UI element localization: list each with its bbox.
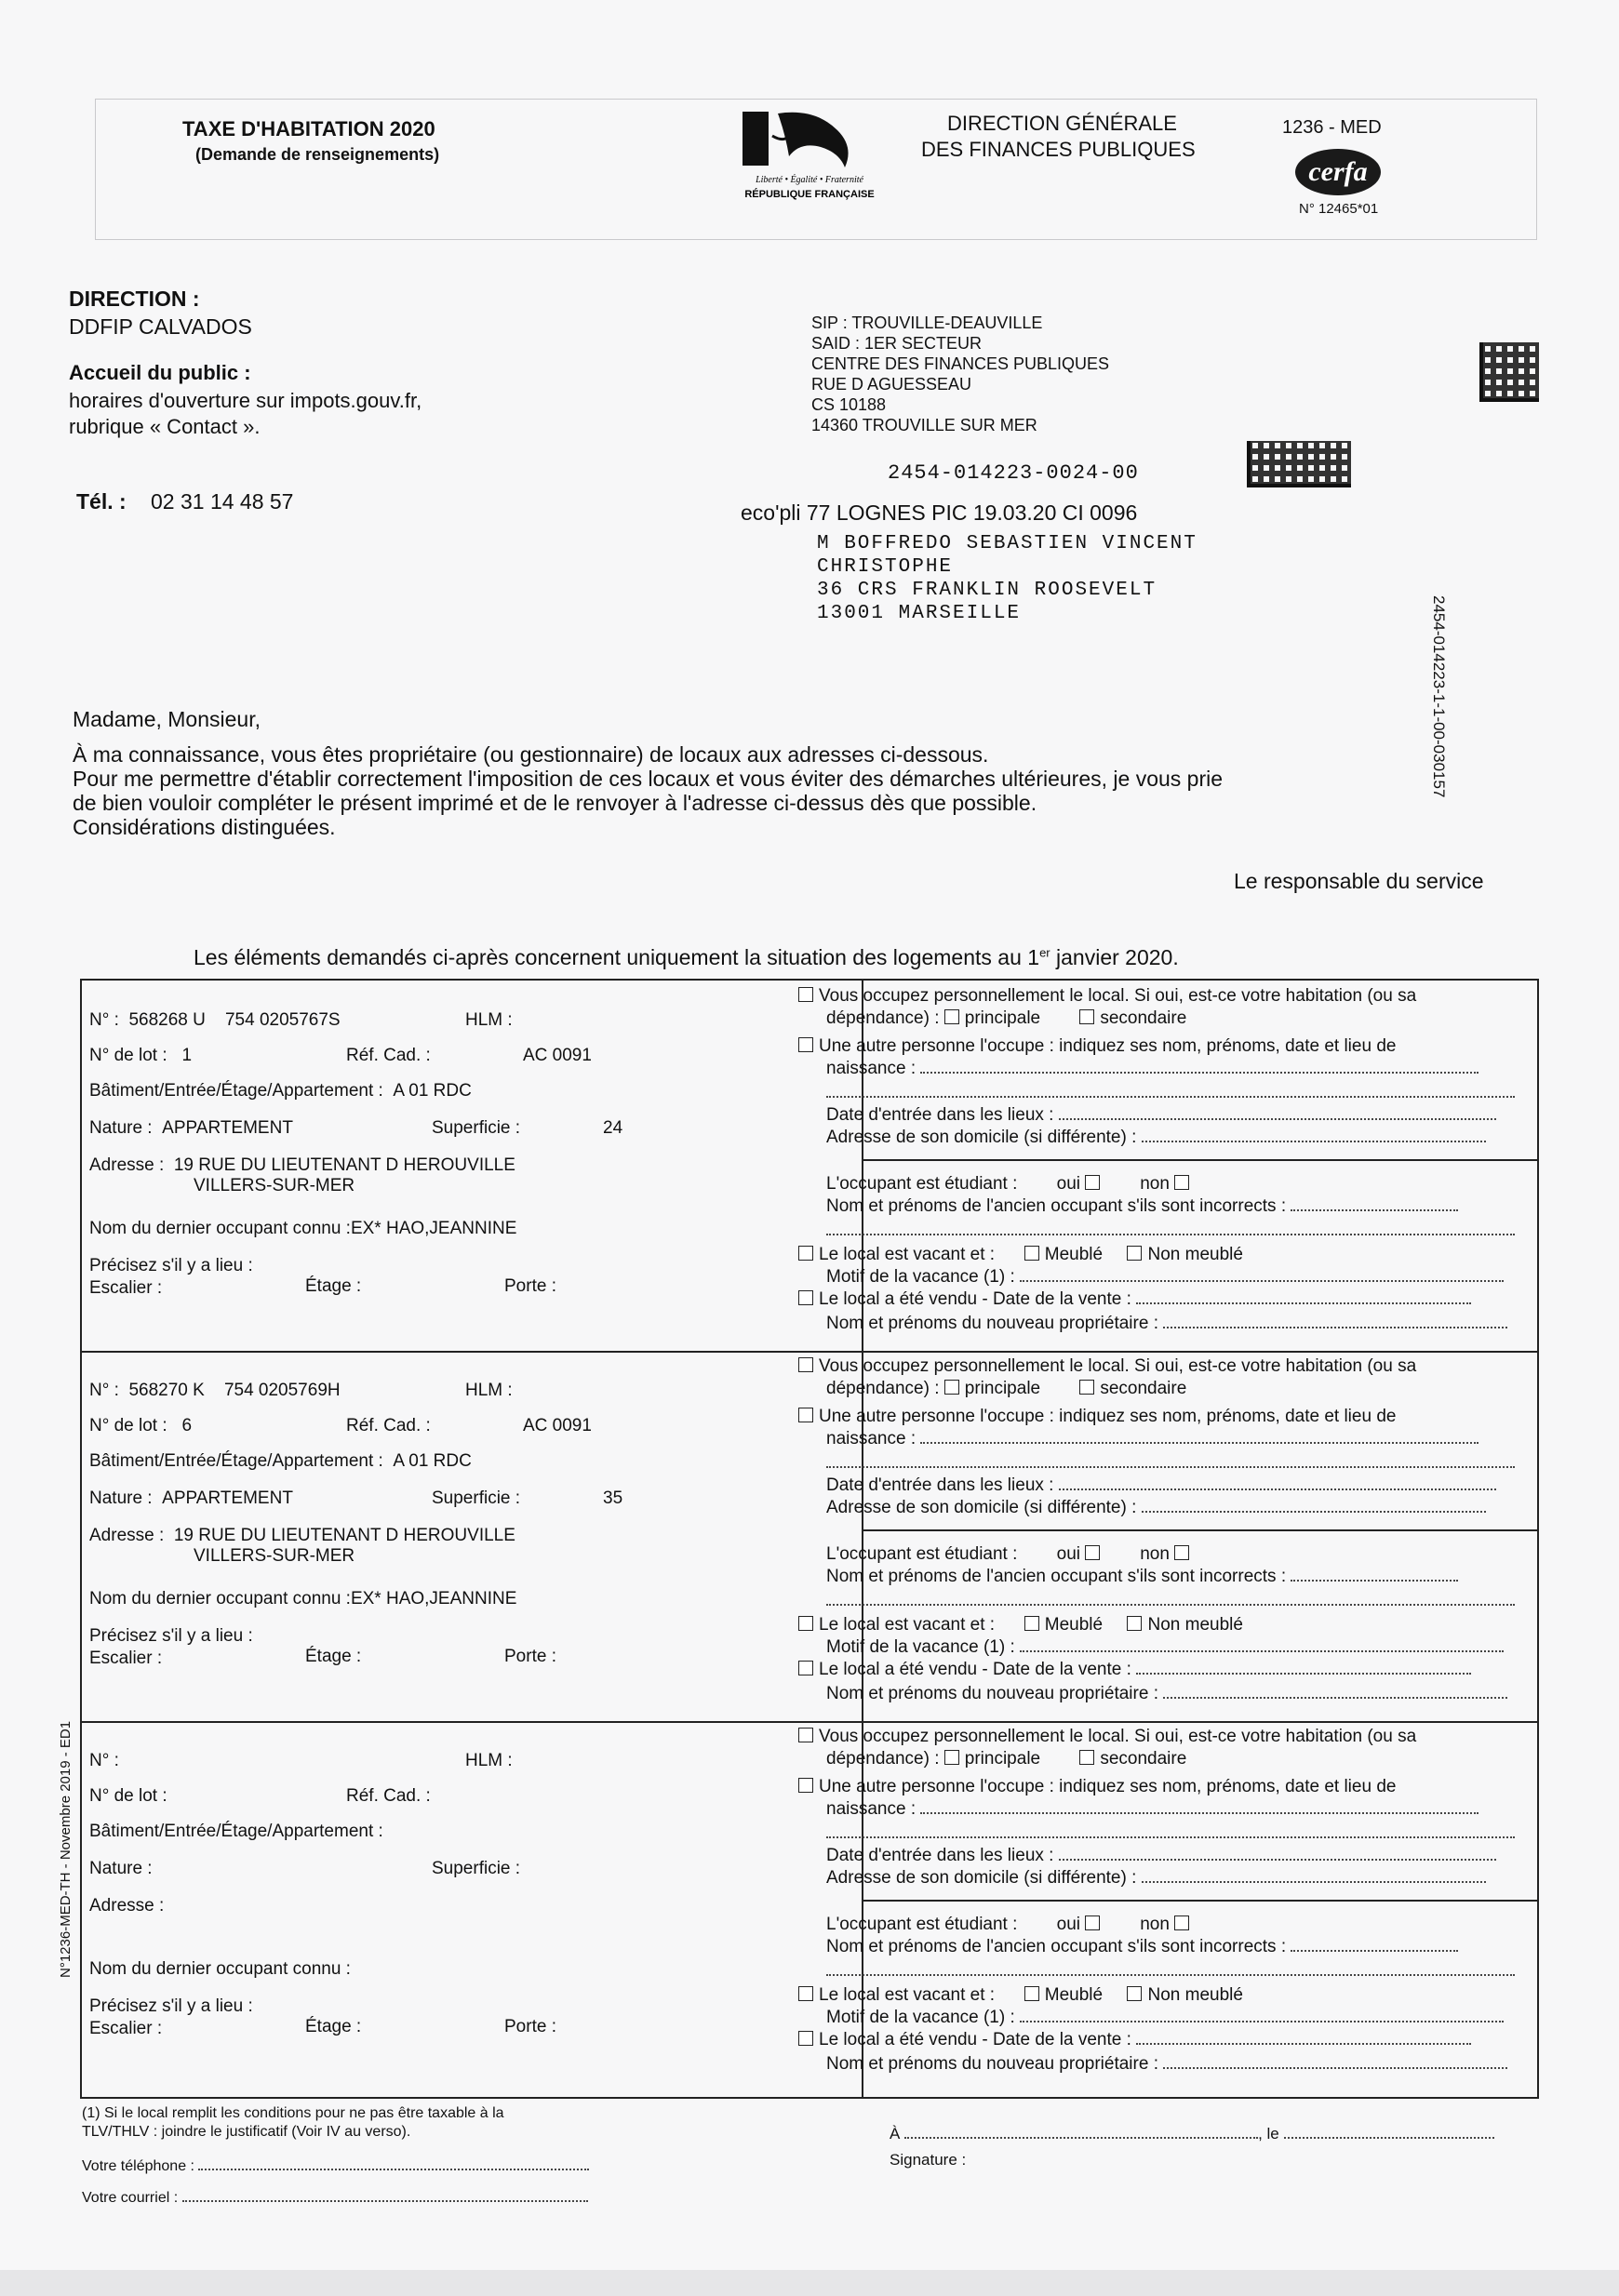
footnote-line2: TLV/THLV : joindre le justificatif (Voir IV au verso). bbox=[82, 2124, 411, 2140]
le-label: , le bbox=[1258, 2125, 1279, 2142]
vendu-label: Le local a été vendu - Date de la vente : bbox=[819, 1289, 1131, 1309]
property-no2: 754 0205767S bbox=[224, 1010, 341, 1030]
principale-label: principale bbox=[964, 1379, 1041, 1398]
precisez-label: Précisez s'il y a lieu : bbox=[89, 1626, 253, 1646]
date-entree-field[interactable] bbox=[1059, 1859, 1496, 1861]
sip-line: 14360 TROUVILLE SUR MER bbox=[811, 416, 1037, 434]
q1b-label: dépendance) : bbox=[826, 1749, 940, 1769]
telephone-field[interactable] bbox=[198, 2169, 589, 2170]
etudiant-oui-checkbox[interactable] bbox=[1085, 1175, 1100, 1190]
oui-label: oui bbox=[1056, 1174, 1080, 1194]
property-info-block bbox=[89, 982, 852, 1351]
vendu-checkbox[interactable] bbox=[798, 1290, 813, 1305]
property-ref-cad: AC 0091 bbox=[523, 1416, 592, 1435]
date-vente-field[interactable] bbox=[1136, 2043, 1471, 2045]
etudiant-oui-checkbox[interactable] bbox=[1085, 1916, 1100, 1930]
signature-label: Signature : bbox=[890, 2151, 967, 2169]
q2b-label: naissance : bbox=[826, 1799, 917, 1819]
meuble-checkbox[interactable] bbox=[1024, 1246, 1039, 1261]
secondaire-label: secondaire bbox=[1100, 1379, 1187, 1398]
nouveau-proprio-label: Nom et prénoms du nouveau propriétaire : bbox=[826, 1684, 1158, 1703]
etudiant-label: L'occupant est étudiant : bbox=[826, 1174, 1018, 1194]
ancien-occupant-field[interactable] bbox=[1291, 1950, 1458, 1952]
property-lot: 6 bbox=[181, 1416, 193, 1435]
batiment-label: Bâtiment/Entrée/Étage/Appartement : bbox=[89, 1822, 383, 1841]
non-meuble-checkbox[interactable] bbox=[1127, 1986, 1142, 2001]
q2a-label: Une autre personne l'occupe : indiquez ses nom, prénoms, date et lieu de bbox=[819, 1407, 1397, 1426]
dgfip-line1: DIRECTION GÉNÉRALE bbox=[947, 112, 1177, 135]
cerfa-number: N° 12465*01 bbox=[1299, 201, 1379, 217]
etudiant-non-checkbox[interactable] bbox=[1174, 1545, 1189, 1560]
property-superficie: 35 bbox=[603, 1488, 623, 1508]
escalier-label: Escalier : bbox=[89, 1649, 163, 1668]
motif-label: Motif de la vacance (1) : bbox=[826, 1637, 1015, 1657]
other-occupant-checkbox[interactable] bbox=[798, 1037, 813, 1052]
notice-text: Les éléments demandés ci-après concernent uniquement la situation des logements au 1 bbox=[194, 945, 1040, 969]
non-meuble-checkbox[interactable] bbox=[1127, 1616, 1142, 1631]
accueil-line1: horaires d'ouverture sur impots.gouv.fr, bbox=[69, 389, 422, 412]
sip-line: CENTRE DES FINANCES PUBLIQUES bbox=[811, 354, 1110, 373]
property-dernier-occupant: EX* HAO,JEANNINE bbox=[350, 1589, 517, 1609]
form-title: TAXE D'HABITATION 2020 bbox=[182, 117, 435, 140]
property-dernier-occupant: EX* HAO,JEANNINE bbox=[350, 1219, 517, 1238]
etage-label: Étage : bbox=[305, 2017, 362, 2036]
vendu-label: Le local a été vendu - Date de la vente : bbox=[819, 2030, 1131, 2049]
sip-address bbox=[811, 313, 1109, 435]
principale-checkbox[interactable] bbox=[944, 1009, 959, 1024]
no-label: N° : bbox=[89, 1381, 119, 1400]
occupation-block bbox=[798, 982, 1533, 1351]
sip-line: SAID : 1ER SECTEUR bbox=[811, 334, 983, 353]
recipient-line: M BOFFREDO SEBASTIEN VINCENT bbox=[817, 533, 1198, 554]
nature-label: Nature : bbox=[89, 1859, 153, 1878]
telephone-label: Votre téléphone : bbox=[82, 2158, 194, 2174]
adresse-label: Adresse : bbox=[89, 1155, 165, 1175]
oui-label: oui bbox=[1056, 1544, 1080, 1564]
hlm-label: HLM : bbox=[465, 1751, 513, 1770]
nouveau-proprio-field[interactable] bbox=[1163, 1327, 1507, 1328]
ref-cad-label: Réf. Cad. : bbox=[346, 1416, 431, 1435]
secondaire-checkbox[interactable] bbox=[1079, 1009, 1094, 1024]
superficie-label: Superficie : bbox=[432, 1488, 521, 1508]
vendu-label: Le local a été vendu - Date de la vente : bbox=[819, 1660, 1131, 1679]
hlm-label: HLM : bbox=[465, 1010, 513, 1030]
occupy-self-checkbox[interactable] bbox=[798, 1357, 813, 1372]
porte-label: Porte : bbox=[504, 1647, 556, 1666]
principale-checkbox[interactable] bbox=[944, 1380, 959, 1395]
ancien-occupant-label: Nom et prénoms de l'ancien occupant s'ils sont incorrects : bbox=[826, 1567, 1287, 1586]
page-edge bbox=[0, 2270, 1619, 2296]
porte-label: Porte : bbox=[504, 2017, 556, 2036]
date-entree-field[interactable] bbox=[1059, 1118, 1496, 1120]
vacant-label: Le local est vacant et : bbox=[819, 1615, 996, 1635]
property-lot: 1 bbox=[181, 1046, 193, 1065]
escalier-label: Escalier : bbox=[89, 2019, 163, 2038]
ancien-occupant-label: Nom et prénoms de l'ancien occupant s'ils sont incorrects : bbox=[826, 1937, 1287, 1956]
no-label: N° : bbox=[89, 1751, 119, 1770]
date-vente-field[interactable] bbox=[1136, 1673, 1471, 1675]
q2b-label: naissance : bbox=[826, 1059, 917, 1078]
direction-value: DDFIP CALVADOS bbox=[69, 314, 252, 339]
secondaire-label: secondaire bbox=[1100, 1749, 1187, 1769]
precisez-label: Précisez s'il y a lieu : bbox=[89, 1256, 253, 1275]
q1a-label: Vous occupez personnellement le local. Si oui, est-ce votre habitation (ou sa bbox=[819, 986, 1417, 1006]
property-ref-cad: AC 0091 bbox=[523, 1046, 592, 1065]
motif-field[interactable] bbox=[1020, 1650, 1504, 1652]
non-meuble-label: Non meublé bbox=[1147, 1985, 1243, 2005]
property-adresse1: 19 RUE DU LIEUTENANT D HEROUVILLE bbox=[173, 1526, 515, 1545]
accueil-line2: rubrique « Contact ». bbox=[69, 415, 261, 438]
property-no: 568270 K bbox=[128, 1381, 205, 1400]
lieu-field[interactable] bbox=[904, 2137, 1258, 2139]
vacant-checkbox[interactable] bbox=[798, 1616, 813, 1631]
sip-line: SIP : TROUVILLE-DEAUVILLE bbox=[811, 314, 1043, 332]
vacant-checkbox[interactable] bbox=[798, 1986, 813, 2001]
vacant-checkbox[interactable] bbox=[798, 1246, 813, 1261]
seal-republique: RÉPUBLIQUE FRANÇAISE bbox=[744, 189, 875, 200]
datamatrix-code-1 bbox=[1479, 342, 1539, 402]
letter-p3: Considérations distinguées. bbox=[73, 815, 336, 839]
dgfip-line2: DES FINANCES PUBLIQUES bbox=[921, 138, 1196, 161]
recipient-address bbox=[817, 532, 1198, 625]
nouveau-proprio-label: Nom et prénoms du nouveau propriétaire : bbox=[826, 2054, 1158, 2074]
sip-line: RUE D AGUESSEAU bbox=[811, 375, 972, 394]
meuble-label: Meublé bbox=[1044, 1615, 1104, 1635]
non-meuble-label: Non meublé bbox=[1147, 1615, 1243, 1635]
notice-text-end: janvier 2020. bbox=[1050, 945, 1179, 969]
batiment-label: Bâtiment/Entrée/Étage/Appartement : bbox=[89, 1451, 383, 1471]
datamatrix-code-2 bbox=[1247, 441, 1351, 487]
property-batiment: A 01 RDC bbox=[393, 1081, 472, 1101]
property-superficie: 24 bbox=[603, 1118, 623, 1138]
adresse-domicile-field[interactable] bbox=[1142, 1881, 1486, 1883]
letter-p2b: de bien vouloir compléter le présent imprimé et de le renvoyer à l'adresse ci-dessus dès que possible. bbox=[73, 791, 1037, 815]
ancien-occupant-label: Nom et prénoms de l'ancien occupant s'ils sont incorrects : bbox=[826, 1196, 1287, 1216]
date-entree-label: Date d'entrée dans les lieux : bbox=[826, 1475, 1054, 1495]
letter-body bbox=[73, 742, 1223, 839]
ecopli-line: eco'pli 77 LOGNES PIC 19.03.20 CI 0096 bbox=[741, 501, 1138, 525]
q2b-label: naissance : bbox=[826, 1429, 917, 1448]
nature-label: Nature : bbox=[89, 1488, 153, 1508]
form-code: 1236 - MED bbox=[1282, 117, 1382, 138]
motif-label: Motif de la vacance (1) : bbox=[826, 1267, 1015, 1287]
vacant-label: Le local est vacant et : bbox=[819, 1985, 996, 2005]
etage-label: Étage : bbox=[305, 1647, 362, 1666]
naissance-field[interactable] bbox=[920, 1072, 1479, 1074]
lot-label: N° de lot : bbox=[89, 1416, 167, 1435]
other-occupant-checkbox[interactable] bbox=[798, 1408, 813, 1422]
naissance-field-2[interactable] bbox=[826, 1096, 1515, 1098]
etudiant-label: L'occupant est étudiant : bbox=[826, 1544, 1018, 1564]
meuble-label: Meublé bbox=[1044, 1985, 1104, 2005]
nouveau-proprio-field[interactable] bbox=[1163, 2067, 1507, 2069]
no-label: N° : bbox=[89, 1010, 119, 1030]
etudiant-non-checkbox[interactable] bbox=[1174, 1916, 1189, 1930]
etudiant-non-checkbox[interactable] bbox=[1174, 1175, 1189, 1190]
form-subtitle: (Demande de renseignements) bbox=[195, 145, 440, 164]
notice-sup: er bbox=[1039, 945, 1050, 960]
date-field[interactable] bbox=[1284, 2137, 1494, 2139]
footnote-line1: (1) Si le local remplit les conditions pour ne pas être taxable à la bbox=[82, 2105, 504, 2121]
tel-label: Tél. : bbox=[76, 489, 127, 514]
etage-label: Étage : bbox=[305, 1276, 362, 1296]
courriel-row bbox=[82, 2190, 588, 2207]
sip-line: CS 10188 bbox=[811, 395, 887, 414]
secondaire-checkbox[interactable] bbox=[1079, 1750, 1094, 1765]
hlm-label: HLM : bbox=[465, 1381, 513, 1400]
batiment-label: Bâtiment/Entrée/Étage/Appartement : bbox=[89, 1081, 383, 1101]
adresse-domicile-field[interactable] bbox=[1142, 1141, 1486, 1142]
lot-label: N° de lot : bbox=[89, 1046, 167, 1065]
ref-cad-label: Réf. Cad. : bbox=[346, 1046, 431, 1065]
naissance-field[interactable] bbox=[920, 1442, 1479, 1444]
recipient-line: CHRISTOPHE bbox=[817, 556, 954, 578]
precisez-label: Précisez s'il y a lieu : bbox=[89, 1996, 253, 2016]
secondaire-label: secondaire bbox=[1100, 1008, 1187, 1028]
vacant-label: Le local est vacant et : bbox=[819, 1245, 996, 1264]
meuble-label: Meublé bbox=[1044, 1245, 1104, 1264]
motif-label: Motif de la vacance (1) : bbox=[826, 2008, 1015, 2027]
nouveau-proprio-label: Nom et prénoms du nouveau propriétaire : bbox=[826, 1314, 1158, 1333]
ref-cad-label: Réf. Cad. : bbox=[346, 1786, 431, 1806]
property-batiment: A 01 RDC bbox=[393, 1451, 472, 1471]
property-adresse1: 19 RUE DU LIEUTENANT D HEROUVILLE bbox=[173, 1155, 515, 1175]
etudiant-label: L'occupant est étudiant : bbox=[826, 1915, 1018, 1934]
superficie-label: Superficie : bbox=[432, 1118, 521, 1138]
principale-label: principale bbox=[964, 1749, 1041, 1769]
meuble-checkbox[interactable] bbox=[1024, 1616, 1039, 1631]
nouveau-proprio-field[interactable] bbox=[1163, 1697, 1507, 1699]
date-vente-field[interactable] bbox=[1136, 1302, 1471, 1304]
vendu-checkbox[interactable] bbox=[798, 1661, 813, 1675]
q2a-label: Une autre personne l'occupe : indiquez ses nom, prénoms, date et lieu de bbox=[819, 1777, 1397, 1796]
other-occupant-checkbox[interactable] bbox=[798, 1778, 813, 1793]
etudiant-oui-checkbox[interactable] bbox=[1085, 1545, 1100, 1560]
property-info-block bbox=[89, 1723, 852, 2091]
ancien-occupant-field[interactable] bbox=[1291, 1209, 1458, 1211]
non-meuble-label: Non meublé bbox=[1147, 1245, 1243, 1264]
q2a-label: Une autre personne l'occupe : indiquez ses nom, prénoms, date et lieu de bbox=[819, 1036, 1397, 1056]
porte-label: Porte : bbox=[504, 1276, 556, 1296]
escalier-label: Escalier : bbox=[89, 1278, 163, 1298]
accueil-label: Accueil du public : bbox=[69, 361, 251, 384]
reference-number: 2454-014223-0024-00 bbox=[888, 461, 1139, 485]
footnote bbox=[82, 2104, 504, 2142]
occupy-self-checkbox[interactable] bbox=[798, 1728, 813, 1742]
adresse-domicile-field[interactable] bbox=[1142, 1511, 1486, 1513]
lieu-date-row bbox=[890, 2125, 1494, 2143]
vendu-checkbox[interactable] bbox=[798, 2031, 813, 2046]
property-nature: APPARTEMENT bbox=[162, 1488, 293, 1508]
dernier-occupant-label: Nom du dernier occupant connu : bbox=[89, 1219, 351, 1238]
secondaire-checkbox[interactable] bbox=[1079, 1380, 1094, 1395]
recipient-line: 36 CRS FRANKLIN ROOSEVELT bbox=[817, 580, 1157, 601]
date-entree-label: Date d'entrée dans les lieux : bbox=[826, 1105, 1054, 1125]
q1a-label: Vous occupez personnellement le local. Si oui, est-ce votre habitation (ou sa bbox=[819, 1356, 1417, 1376]
non-label: non bbox=[1140, 1544, 1170, 1564]
property-adresse2: VILLERS-SUR-MER bbox=[194, 1176, 355, 1195]
recipient-line: 13001 MARSEILLE bbox=[817, 603, 1022, 624]
non-meuble-checkbox[interactable] bbox=[1127, 1246, 1142, 1261]
letter-greeting: Madame, Monsieur, bbox=[73, 707, 261, 731]
property-no: 568268 U bbox=[128, 1010, 206, 1030]
naissance-field-2[interactable] bbox=[826, 1466, 1515, 1468]
principale-label: principale bbox=[964, 1008, 1041, 1028]
dernier-occupant-label: Nom du dernier occupant connu : bbox=[89, 1959, 351, 1979]
cerfa-logo: cerfa bbox=[1295, 149, 1381, 195]
property-no2: 754 0205769H bbox=[223, 1381, 341, 1400]
lot-label: N° de lot : bbox=[89, 1786, 167, 1806]
motif-field[interactable] bbox=[1020, 2021, 1504, 2022]
tel-value: 02 31 14 48 57 bbox=[151, 489, 294, 514]
letter-signature: Le responsable du service bbox=[1234, 869, 1484, 893]
adresse-domicile-label: Adresse de son domicile (si différente) : bbox=[826, 1128, 1137, 1147]
property-adresse2: VILLERS-SUR-MER bbox=[194, 1546, 355, 1566]
oui-label: oui bbox=[1056, 1915, 1080, 1934]
nature-label: Nature : bbox=[89, 1118, 153, 1138]
occupation-block bbox=[798, 1353, 1533, 1721]
non-label: non bbox=[1140, 1915, 1170, 1934]
q1a-label: Vous occupez personnellement le local. Si oui, est-ce votre habitation (ou sa bbox=[819, 1727, 1417, 1746]
courriel-field[interactable] bbox=[182, 2200, 588, 2202]
q1b-label: dépendance) : bbox=[826, 1379, 940, 1398]
ancien-occupant-field-2[interactable] bbox=[826, 1604, 1515, 1606]
telephone-row bbox=[82, 2158, 589, 2175]
date-entree-label: Date d'entrée dans les lieux : bbox=[826, 1846, 1054, 1865]
adresse-domicile-label: Adresse de son domicile (si différente) : bbox=[826, 1868, 1137, 1888]
adresse-label: Adresse : bbox=[89, 1526, 165, 1545]
meuble-checkbox[interactable] bbox=[1024, 1986, 1039, 2001]
marianne-logo bbox=[726, 104, 893, 205]
a-label: À bbox=[890, 2125, 901, 2142]
superficie-label: Superficie : bbox=[432, 1859, 521, 1878]
property-nature: APPARTEMENT bbox=[162, 1118, 293, 1138]
q1b-label: dépendance) : bbox=[826, 1008, 940, 1028]
naissance-field-2[interactable] bbox=[826, 1836, 1515, 1838]
side-reference: 2454-014223-1-1-00-030157 bbox=[1430, 595, 1448, 798]
letter-p1: À ma connaissance, vous êtes propriétaire (ou gestionnaire) de locaux aux adresses ci-dessous. bbox=[73, 742, 989, 767]
adresse-domicile-label: Adresse de son domicile (si différente) : bbox=[826, 1498, 1137, 1517]
adresse-label: Adresse : bbox=[89, 1896, 165, 1916]
side-form-id: N°1236-MED-TH - Novembre 2019 - ED1 bbox=[58, 1720, 74, 1978]
occupation-block bbox=[798, 1723, 1533, 2091]
ancien-occupant-field[interactable] bbox=[1291, 1580, 1458, 1582]
letter-p2a: Pour me permettre d'établir correctement l'imposition de ces locaux et vous éviter des démarches ultérieures, je vous prie bbox=[73, 767, 1224, 791]
naissance-field[interactable] bbox=[920, 1812, 1479, 1814]
occupy-self-checkbox[interactable] bbox=[798, 987, 813, 1002]
dernier-occupant-label: Nom du dernier occupant connu : bbox=[89, 1589, 351, 1609]
property-info-block bbox=[89, 1353, 852, 1721]
direction-label: DIRECTION : bbox=[69, 287, 200, 311]
date-entree-field[interactable] bbox=[1059, 1488, 1496, 1490]
situation-notice bbox=[194, 945, 1179, 970]
non-label: non bbox=[1140, 1174, 1170, 1194]
courriel-label: Votre courriel : bbox=[82, 2190, 179, 2206]
ancien-occupant-field-2[interactable] bbox=[826, 1234, 1515, 1235]
principale-checkbox[interactable] bbox=[944, 1750, 959, 1765]
motif-field[interactable] bbox=[1020, 1280, 1504, 1282]
ancien-occupant-field-2[interactable] bbox=[826, 1974, 1515, 1976]
seal-motto: Liberté • Égalité • Fraternité bbox=[756, 175, 863, 185]
